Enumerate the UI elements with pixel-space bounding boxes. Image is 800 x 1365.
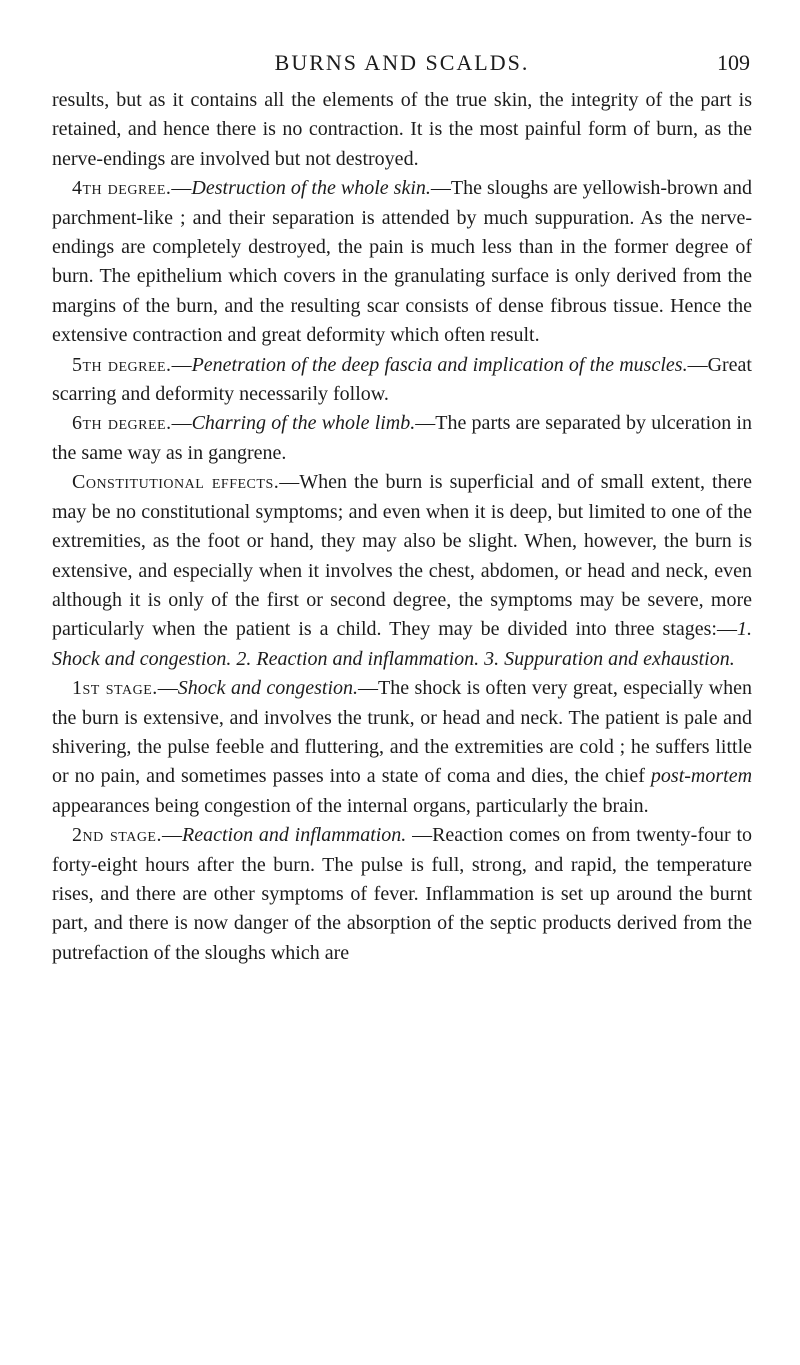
paragraph-text: Great scarring and deformity necessarily follow.: [52, 353, 752, 406]
book-page: [52, 50, 752, 968]
section-title: Charring of the whole limb.: [191, 412, 416, 435]
paragraph-text: The shock is often very great, especially when the burn is extensive, and involves the trunk, or head and neck. The patient is pale and shivering, the pulse feeble and fluttering, and the extremities are cold ; he suffers little or no pain, and sometimes passes into a state of coma and dies, the chief: [52, 677, 753, 788]
paragraph-1st-stage: 1st stage.—Shock and congestion.—The shock is often very great, especially when the burn is extensive, and involves the trunk, or head and neck. The patient is pale and shivering, the pulse feeble and fluttering, and the extremities are cold ; he suffers little or no pain, and sometimes passes into a state of coma and dies, the chief post-mortem appearances being congestion of the internal organs, particularly the brain.: [52, 677, 753, 817]
paragraph-4th-degree: 4th degree.—Destruction of the whole skin.—The sloughs are yellowish-brown and parchment-like ; and their separation is attended by much suppuration. As the nerve-endings are completely destroyed, the pain is much less than in the former degree of burn. The epithelium which covers in the granulating surface is only derived from the margins of the burn, and the resulting scar consists of dense fibrous tissue. Hence the extensive contraction and great deformity which often result.: [52, 177, 752, 347]
paragraph-text: Reaction comes on from twenty-four to forty-eight hours after the burn. The pulse is full, strong, and rapid, the temperature rises, and there are other symptoms of fever. Inflammation is set up around the burnt part, and there is now danger of the absorption of the septic products derived from the putrefaction of the sloughs which are: [52, 824, 752, 964]
body-text: [52, 86, 752, 968]
paragraph-constitutional-effects: Constitutional effects.—When the burn is superficial and of small extent, there may be no constitutional symptoms; and even when it is deep, but limited to one of the extremities, as the foot or hand, they may also be slight. When, however, the burn is extensive, and especially when it involves the chest, abdomen, or head and neck, even although it is only of the first or second degree, the symptoms may be severe, more particularly when the patient is a child. They may be divided into three stages:—1. Shock and congestion. 2. Reaction and inflammation. 3. Suppuration and exhaustion.: [52, 471, 753, 670]
paragraph-text: When the burn is superficial and of small extent, there may be no constitutional symptoms; and even when it is deep, but limited to one of the extremities, as the foot or hand, they may also be slight. When, however, the burn is extensive, and especially when it involves the chest, abdomen, or head and neck, even although it is only of the first or second degree, the symptoms may be severe, more particularly when the patient is a child. They may be divided into three stages:: [52, 471, 753, 641]
stage-item: 3. Suppuration and exhaustion.: [484, 647, 735, 670]
section-title: Destruction of the whole skin.: [191, 177, 431, 200]
paragraph-continuation: [52, 86, 752, 174]
section-title: Reaction and inflammation.: [182, 824, 407, 847]
section-heading: 4th degree.: [72, 177, 172, 200]
running-head: BURNS AND SCALDS.: [274, 50, 530, 75]
page-number: 109: [717, 50, 750, 75]
paragraph-text: results, but as it contains all the elements of the true skin, the integrity of the part is retained, and hence there is no contraction. It is the most painful form of burn, as the nerve-endings are involved but not destroyed.: [52, 89, 752, 170]
section-heading: 2nd stage.: [72, 824, 162, 847]
section-heading: 5th degree.: [72, 353, 172, 376]
paragraph-text: appearances being congestion of the internal organs, particularly the brain.: [52, 794, 649, 817]
stage-item: 2. Reaction and inflammation.: [236, 647, 480, 670]
section-heading: 6th degree.: [72, 412, 172, 435]
section-heading: 1st stage.: [72, 677, 158, 700]
paragraph-5th-degree: 5th degree.—Penetration of the deep fascia and implication of the muscles.—Great scarring and deformity necessarily follow.: [52, 353, 752, 406]
paragraph-text: The parts are separated by ulceration in the same way as in gangrene.: [52, 412, 752, 464]
stage-item: 1. Shock and congestion.: [52, 618, 752, 670]
page-header: [52, 50, 752, 86]
paragraph-2nd-stage: 2nd stage.—Reaction and inflammation. —Reaction comes on from twenty-four to forty-eight hours after the burn. The pulse is full, strong, and rapid, the temperature rises, and there are other symptoms of fever. Inflammation is set up around the burnt part, and there is now danger of the absorption of the septic products derived from the putrefaction of the sloughs which are: [52, 824, 752, 964]
paragraph-6th-degree: 6th degree.—Charring of the whole limb.—The parts are separated by ulceration in the same way as in gangrene.: [52, 412, 752, 464]
section-title: Shock and congestion.: [177, 677, 359, 700]
section-title: Penetration of the deep fascia and implication of the muscles.: [191, 353, 688, 376]
section-heading: Constitutional effects.: [72, 471, 280, 494]
italic-term: post-mortem: [650, 765, 753, 788]
paragraph-text: The sloughs are yellowish-brown and parchment-like ; and their separation is attended by much suppuration. As the nerve-endings are completely destroyed, the pain is much less than in the former degree of burn. The epithelium which covers in the granulating surface is only derived from the margins of the burn, and the resulting scar consists of dense fibrous tissue. Hence the extensive contraction and great deformity which often result.: [52, 177, 752, 347]
